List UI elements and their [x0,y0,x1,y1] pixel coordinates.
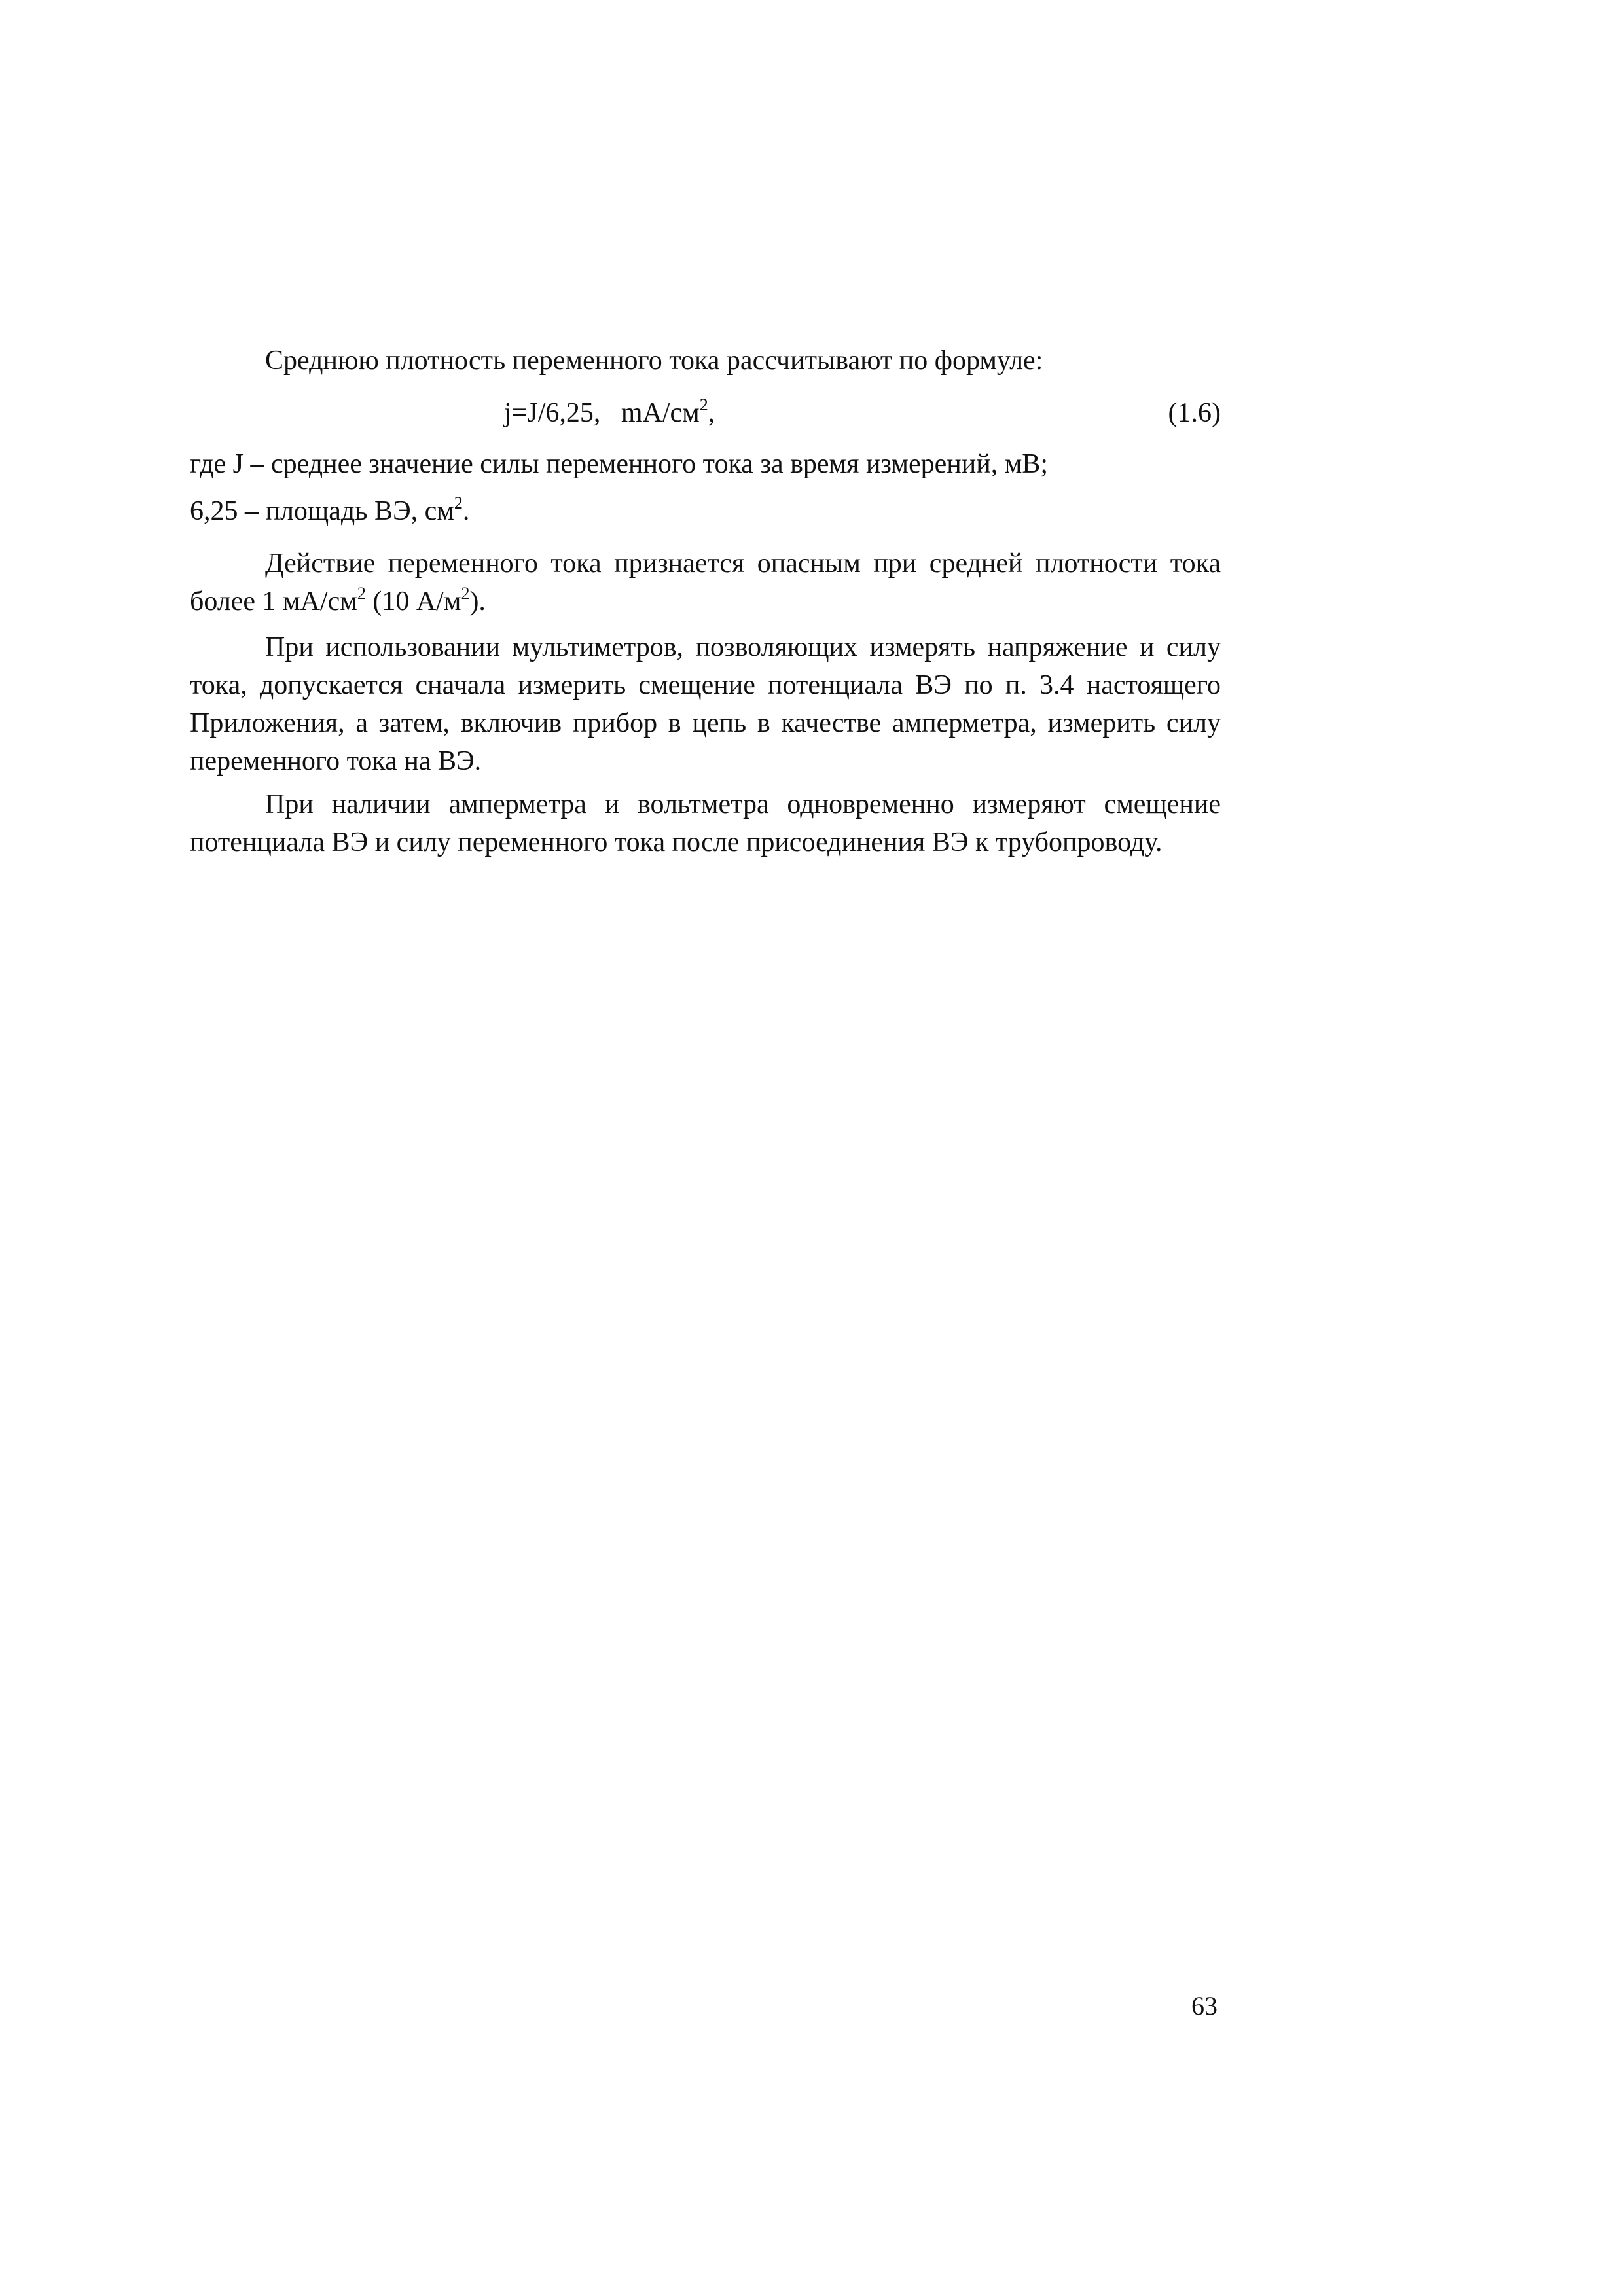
danger-superscript-2: 2 [461,584,470,603]
where-line-2-text: 6,25 – площадь ВЭ, см [190,496,454,526]
multimeter-text: При использовании мультиметров, позволяющих измерять напряжение и силу тока, допускается сначала измерить смещение потенциала ВЭ по п. 3.4 настоящего Приложения, а затем, включив прибор в цепь в качестве амперметра, измерить силу переменного тока на ВЭ. [190,632,1221,776]
where-line-2 [190,492,1221,530]
formula-line [190,394,1221,432]
formula-number: (1.6) [1168,398,1221,428]
where-line-2-tail: . [462,496,470,526]
danger-superscript-1: 2 [357,584,366,603]
danger-text-3: ). [469,586,486,617]
danger-text-2: (10 А/м [365,586,461,617]
where-line-1 [190,445,1221,483]
intro-text: Среднюю плотность переменного тока рассчитывают по формуле: [265,346,1043,376]
page-number: 63 [1191,1991,1218,2020]
intro-paragraph [190,342,1221,380]
formula-expression [504,394,715,432]
ammeter-paragraph [190,785,1221,861]
formula-expression-text: j=J/6,25, mA/см [504,398,700,428]
ammeter-text: При наличии амперметра и вольтметра одновременно измеряют смещение потенциала ВЭ и силу переменного тока после присоединения ВЭ к трубопроводу. [190,789,1221,857]
danger-paragraph [190,545,1221,620]
multimeter-paragraph [190,628,1221,780]
formula-expression-tail: , [708,398,715,428]
danger-text-1: Действие переменного тока признается опасным при средней плотности тока более 1 мА/см [190,548,1221,617]
where-line-2-superscript: 2 [454,493,463,512]
formula-superscript: 2 [699,395,708,414]
where-line-1-text: где J – среднее значение силы переменного тока за время измерений, мВ; [190,449,1048,479]
